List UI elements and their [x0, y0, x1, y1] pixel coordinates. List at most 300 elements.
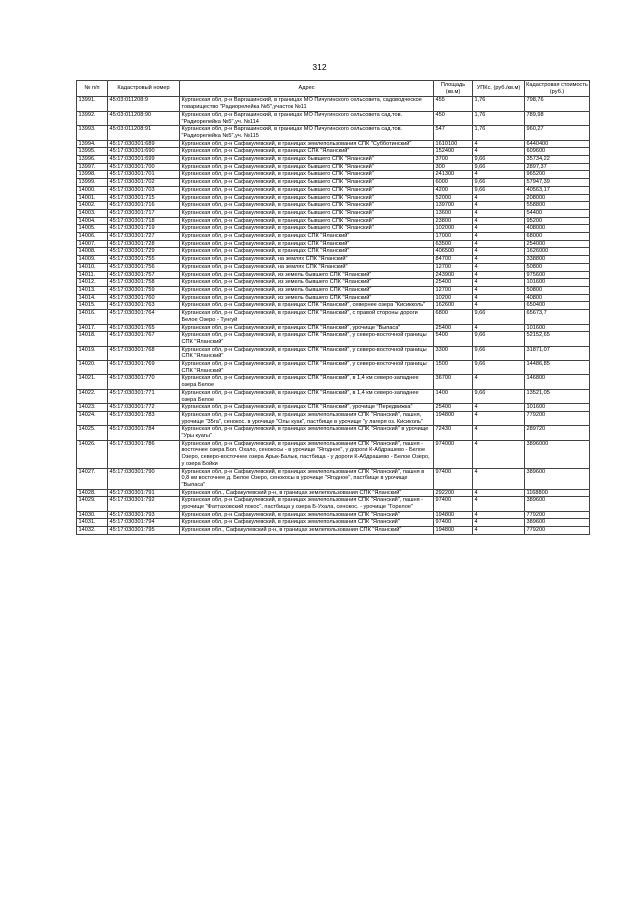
address-cell: Курганская обл, р-н Сафакулевский, в границах бывшего СПК "Яланский"	[180, 225, 434, 233]
address-cell: Курганская обл, р-н Сафакулевский, в границах бывшего СПК "Яланский"	[180, 156, 434, 164]
cadastral-number-cell: 45:17:030301:689	[108, 140, 180, 148]
upks-cell: 4	[473, 497, 525, 511]
row-number-cell: 14017.	[77, 324, 108, 332]
row-number-cell: 14029.	[77, 497, 108, 511]
address-cell: Курганская обл, р-н Сафакулевский, из земель бывшего СПК "Яланский"	[180, 271, 434, 279]
cadastral-value-cell: 65673,7	[525, 310, 590, 324]
header-upks: УПКс. (руб./кв.м)	[473, 81, 525, 97]
cadastral-value-cell: 2897,37	[525, 163, 590, 171]
address-cell: Курганская обл, р-н Сафакулевский, в границах землепользования СПК "Яланский"	[180, 511, 434, 519]
cadastral-value-cell: 1626000	[525, 248, 590, 256]
area-cell: 52000	[434, 194, 473, 202]
cadastral-value-cell: 650400	[525, 302, 590, 310]
row-number-cell: 14004.	[77, 217, 108, 225]
area-cell: 152400	[434, 148, 473, 156]
area-cell: 1500	[434, 361, 473, 375]
upks-cell: 4	[473, 271, 525, 279]
cadastral-table	[76, 80, 590, 535]
upks-cell: 9,66	[473, 186, 525, 194]
row-number-cell: 14008.	[77, 248, 108, 256]
upks-cell: 4	[473, 202, 525, 210]
cadastral-number-cell: 45:17:030301:771	[108, 389, 180, 403]
area-cell: 139700	[434, 202, 473, 210]
cadastral-value-cell: 798,76	[525, 97, 590, 111]
address-cell: Курганская обл, р-н Сафакулевский, в границах СПК "Яланский"	[180, 148, 434, 156]
upks-cell: 9,66	[473, 179, 525, 187]
cadastral-number-cell: 45:17:030301:764	[108, 310, 180, 324]
table-row	[77, 148, 590, 156]
address-cell: Курганская обл, р-н Сафакулевский, в границах бывшего СПК "Яланский"	[180, 209, 434, 217]
cadastral-value-cell: 389600	[525, 468, 590, 489]
area-cell: 12700	[434, 263, 473, 271]
upks-cell: 4	[473, 233, 525, 241]
cadastral-number-cell: 45:17:030301:690	[108, 148, 180, 156]
table-row	[77, 468, 590, 489]
table-row	[77, 389, 590, 403]
header-address: Адрес	[180, 81, 434, 97]
table-row	[77, 497, 590, 511]
upks-cell: 9,66	[473, 163, 525, 171]
cadastral-number-cell: 45:17:030301:760	[108, 294, 180, 302]
cadastral-value-cell: 779200	[525, 511, 590, 519]
upks-cell: 4	[473, 375, 525, 389]
table-row	[77, 511, 590, 519]
row-number-cell: 14021.	[77, 375, 108, 389]
cadastral-value-cell: 35734,22	[525, 156, 590, 164]
header-area: Площадь (кв.м)	[434, 81, 473, 97]
address-cell: Курганская обл, р-н Сафакулевский, в границах бывшего СПК "Яланский"	[180, 179, 434, 187]
cadastral-value-cell: 54400	[525, 209, 590, 217]
area-cell: 241300	[434, 171, 473, 179]
area-cell: 25400	[434, 404, 473, 412]
cadastral-number-cell: 45:17:030301:770	[108, 375, 180, 389]
table-row	[77, 332, 590, 346]
address-cell: Курганская обл, р-н Сафакулевский, в границах землепользования СПК "Яланский", пашня - восточнее озера Бол. Охало, сенокосы - в урочище "Ягодное", у дороги К-Абдрашево - Белое Озеро, северо-восточнее озера Арык-Балык, пастбища - у дороги К-Абдрашево - Белое Озеро, у озера Бойки	[180, 440, 434, 468]
table-row	[77, 248, 590, 256]
upks-cell: 4	[473, 171, 525, 179]
area-cell: 84700	[434, 256, 473, 264]
cadastral-number-cell: 45:17:030301:769	[108, 361, 180, 375]
upks-cell: 4	[473, 489, 525, 497]
row-number-cell: 14026.	[77, 440, 108, 468]
area-cell: 547	[434, 126, 473, 140]
upks-cell: 9,66	[473, 156, 525, 164]
cadastral-number-cell: 45:17:030301:768	[108, 346, 180, 360]
cadastral-value-cell: 13521,05	[525, 389, 590, 403]
address-cell: Курганская обл, р-н Сафакулевский, в границах бывшего СПК "Яланский"	[180, 194, 434, 202]
upks-cell: 4	[473, 440, 525, 468]
cadastral-value-cell: 40563,17	[525, 186, 590, 194]
address-cell: Курганская обл, р-н Варгашинский, в границах МО Пичугинского сельсовета, садоводческое товарищество "Радиорелейка №5",участок №11	[180, 97, 434, 111]
table-header-row	[77, 81, 590, 97]
area-cell: 4200	[434, 186, 473, 194]
cadastral-value-cell: 146800	[525, 375, 590, 389]
row-number-cell: 14000.	[77, 186, 108, 194]
upks-cell: 4	[473, 426, 525, 440]
cadastral-value-cell: 779200	[525, 527, 590, 535]
table-row	[77, 411, 590, 425]
address-cell: Курганская обл, р-н Сафакулевский, в границах землепользования СПК "Яланский", пашня в 0,8 км восточнее д. Белое Озеро, сенокосы в урочище "Ягодное", пастбище в урочище "Выпаса"	[180, 468, 434, 489]
area-cell: 455	[434, 97, 473, 111]
row-number-cell: 14020.	[77, 361, 108, 375]
table-row	[77, 361, 590, 375]
upks-cell: 4	[473, 140, 525, 148]
area-cell: 300	[434, 163, 473, 171]
upks-cell: 4	[473, 279, 525, 287]
table-row	[77, 346, 590, 360]
area-cell: 3700	[434, 156, 473, 164]
cadastral-number-cell: 45:03:011208:9	[108, 97, 180, 111]
cadastral-value-cell: 408000	[525, 225, 590, 233]
table-row	[77, 171, 590, 179]
cadastral-value-cell: 609600	[525, 148, 590, 156]
table-row	[77, 294, 590, 302]
area-cell: 36700	[434, 375, 473, 389]
page-number: 312	[312, 62, 327, 72]
area-cell: 406500	[434, 248, 473, 256]
upks-cell: 4	[473, 294, 525, 302]
row-number-cell: 14018.	[77, 332, 108, 346]
row-number-cell: 13993.	[77, 126, 108, 140]
address-cell: Курганская обл, р-н Сафакулевский, в границах бывшего СПК "Яланский"	[180, 171, 434, 179]
row-number-cell: 14007.	[77, 240, 108, 248]
cadastral-number-cell: 45:17:030301:701	[108, 171, 180, 179]
cadastral-value-cell: 101600	[525, 279, 590, 287]
table-row	[77, 240, 590, 248]
table-row	[77, 140, 590, 148]
cadastral-number-cell: 45:17:030301:758	[108, 279, 180, 287]
table-row	[77, 111, 590, 125]
upks-cell: 4	[473, 411, 525, 425]
upks-cell: 4	[473, 263, 525, 271]
table-row	[77, 527, 590, 535]
address-cell: Курганская обл, р-н Сафакулевский, в границах СПК "Яланский"	[180, 233, 434, 241]
area-cell: 1400	[434, 389, 473, 403]
cadastral-number-cell: 45:17:030301:759	[108, 286, 180, 294]
cadastral-number-cell: 45:17:030301:763	[108, 302, 180, 310]
cadastral-number-cell: 45:17:030301:702	[108, 179, 180, 187]
area-cell: 63500	[434, 240, 473, 248]
table-row	[77, 404, 590, 412]
area-cell: 72430	[434, 426, 473, 440]
table-row	[77, 375, 590, 389]
upks-cell: 4	[473, 404, 525, 412]
area-cell: 6800	[434, 310, 473, 324]
cadastral-number-cell: 45:17:030301:700	[108, 163, 180, 171]
address-cell: Курганская обл, р-н Сафакулевский, на землях СПК "Яланский"	[180, 256, 434, 264]
table-row	[77, 324, 590, 332]
area-cell: 292200	[434, 489, 473, 497]
upks-cell: 4	[473, 511, 525, 519]
cadastral-value-cell: 389600	[525, 519, 590, 527]
table-row	[77, 156, 590, 164]
address-cell: Курганская обл, р-н Сафакулевский, в границах бывшего СПК "Яланский"	[180, 186, 434, 194]
table-row	[77, 163, 590, 171]
area-cell: 3300	[434, 346, 473, 360]
cadastral-value-cell: 558800	[525, 202, 590, 210]
address-cell: Курганская обл, р-н Сафакулевский, в границах бывшего СПК "Яланский"	[180, 202, 434, 210]
upks-cell: 9,66	[473, 389, 525, 403]
upks-cell: 1,76	[473, 111, 525, 125]
table-row	[77, 489, 590, 497]
upks-cell: 4	[473, 468, 525, 489]
table-row	[77, 519, 590, 527]
address-cell: Курганская обл, р-н Сафакулевский, в границах землепользования СПК "Яланский" в урочище "Уры куагы"	[180, 426, 434, 440]
row-number-cell: 14011.	[77, 271, 108, 279]
cadastral-value-cell: 50800	[525, 263, 590, 271]
area-cell: 12700	[434, 286, 473, 294]
upks-cell: 4	[473, 256, 525, 264]
address-cell: Курганская обл, р-н Сафакулевский, из земель бывшего СПК "Яланский"	[180, 294, 434, 302]
upks-cell: 4	[473, 194, 525, 202]
upks-cell: 4	[473, 248, 525, 256]
cadastral-value-cell: 289720	[525, 426, 590, 440]
cadastral-number-cell: 45:17:030301:784	[108, 426, 180, 440]
table-row	[77, 440, 590, 468]
address-cell: Курганская обл, р-н Сафакулевский, в границах СПК "Яланский", в 1,4 км северо-западнее озера Белое	[180, 375, 434, 389]
row-number-cell: 14025.	[77, 426, 108, 440]
row-number-cell: 14030.	[77, 511, 108, 519]
table-row	[77, 126, 590, 140]
table-row	[77, 202, 590, 210]
row-number-cell: 13992.	[77, 111, 108, 125]
table-row	[77, 194, 590, 202]
cadastral-number-cell: 45:17:030301:718	[108, 217, 180, 225]
cadastral-number-cell: 45:17:030301:703	[108, 186, 180, 194]
address-cell: Курганская обл, р-н Сафакулевский, в границах СПК "Яланский", у северо-восточной границы СПК "Яланский"	[180, 361, 434, 375]
cadastral-value-cell: 31871,07	[525, 346, 590, 360]
cadastral-number-cell: 45:17:030301:757	[108, 271, 180, 279]
row-number-cell: 14015.	[77, 302, 108, 310]
row-number-cell: 14001.	[77, 194, 108, 202]
upks-cell: 4	[473, 240, 525, 248]
row-number-cell: 13996.	[77, 156, 108, 164]
cadastral-value-cell: 52152,65	[525, 332, 590, 346]
address-cell: Курганская обл, р-н Сафакулевский, в границах СПК "Яланский", с правой стороны дороги Белое Озеро - Тунгуй	[180, 310, 434, 324]
address-cell: Курганская обл, р-н Сафакулевский, в границах землепользования СПК "Яланский", пашня - урочище "Фаттаховский покос", пастбища у озера Б-Ухала, сенокос. - урочище "Горелое"	[180, 497, 434, 511]
table-row	[77, 279, 590, 287]
upks-cell: 4	[473, 527, 525, 535]
upks-cell: 9,66	[473, 361, 525, 375]
row-number-cell: 14023.	[77, 404, 108, 412]
address-cell: Курганская обл, р-н Сафакулевский, в границах СПК "Яланский", у северо-восточной границы СПК "Яланский"	[180, 346, 434, 360]
area-cell: 10200	[434, 294, 473, 302]
row-number-cell: 13997.	[77, 163, 108, 171]
cadastral-number-cell: 45:17:030301:727	[108, 233, 180, 241]
area-cell: 102000	[434, 225, 473, 233]
cadastral-number-cell: 45:17:030301:729	[108, 248, 180, 256]
upks-cell: 4	[473, 217, 525, 225]
cadastral-number-cell: 45:17:030301:795	[108, 527, 180, 535]
address-cell: Курганская обл, р-н Сафакулевский, в границах СПК "Яланский"	[180, 240, 434, 248]
row-number-cell: 14006.	[77, 233, 108, 241]
area-cell: 1610100	[434, 140, 473, 148]
cadastral-value-cell: 965200	[525, 171, 590, 179]
row-number-cell: 14028.	[77, 489, 108, 497]
upks-cell: 4	[473, 519, 525, 527]
upks-cell: 4	[473, 209, 525, 217]
area-cell: 17000	[434, 233, 473, 241]
cadastral-value-cell: 14486,85	[525, 361, 590, 375]
table-row	[77, 209, 590, 217]
row-number-cell: 14012.	[77, 279, 108, 287]
row-number-cell: 14016.	[77, 310, 108, 324]
table-row	[77, 263, 590, 271]
area-cell: 974000	[434, 440, 473, 468]
area-cell: 6000	[434, 179, 473, 187]
cadastral-value-cell: 68000	[525, 233, 590, 241]
upks-cell: 4	[473, 324, 525, 332]
address-cell: Курганская обл, р-н Варгашинский, в границах МО Пичугинского сельсовета сад.тов. "Радиорелейка №5",уч. №115	[180, 126, 434, 140]
row-number-cell: 14005.	[77, 225, 108, 233]
area-cell: 23800	[434, 217, 473, 225]
area-cell: 25400	[434, 279, 473, 287]
cadastral-number-cell: 45:17:030301:728	[108, 240, 180, 248]
upks-cell: 4	[473, 225, 525, 233]
table-row	[77, 310, 590, 324]
cadastral-value-cell: 101600	[525, 324, 590, 332]
address-cell: Курганская обл., Сафакулевский р-н, в границах землепользования СПК "Яланский"	[180, 489, 434, 497]
cadastral-value-cell: 1168800	[525, 489, 590, 497]
area-cell: 97400	[434, 497, 473, 511]
area-cell: 5400	[434, 332, 473, 346]
header-cadastral-value: Кадастровая стоимость (руб.)	[525, 81, 590, 97]
area-cell: 13600	[434, 209, 473, 217]
row-number-cell: 13995.	[77, 148, 108, 156]
address-cell: Курганская обл, р-н Сафакулевский, из земель бывшего СПК "Яланский"	[180, 279, 434, 287]
header-cadastral-number: Кадастровый номер	[108, 81, 180, 97]
address-cell: Курганская обл, р-н Сафакулевский, в границах СПК "Яланский", севернее озера "Кисикколь"	[180, 302, 434, 310]
row-number-cell: 14032.	[77, 527, 108, 535]
cadastral-number-cell: 45:17:030301:756	[108, 263, 180, 271]
cadastral-number-cell: 45:17:030301:783	[108, 411, 180, 425]
address-cell: Курганская обл, р-н Сафакулевский, в границах землепользования СПК "Субботинский"	[180, 140, 434, 148]
cadastral-value-cell: 50800	[525, 286, 590, 294]
address-cell: Курганская обл, р-н Сафакулевский, в границах СПК "Яланский", у северо-восточной границы СПК "Яланский"	[180, 332, 434, 346]
cadastral-value-cell: 779200	[525, 411, 590, 425]
cadastral-number-cell: 45:17:030301:772	[108, 404, 180, 412]
cadastral-value-cell: 960,27	[525, 126, 590, 140]
row-number-cell: 13998.	[77, 171, 108, 179]
row-number-cell: 14009.	[77, 256, 108, 264]
cadastral-number-cell: 45:03:011208:91	[108, 126, 180, 140]
row-number-cell: 14002.	[77, 202, 108, 210]
table-row	[77, 217, 590, 225]
upks-cell: 9,66	[473, 332, 525, 346]
row-number-cell: 14013.	[77, 286, 108, 294]
address-cell: Курганская обл, р-н Сафакулевский, в границах бывшего СПК "Яланский"	[180, 217, 434, 225]
area-cell: 243900	[434, 271, 473, 279]
address-cell: Курганская обл, р-н Варгашинский, в границах МО Пичугинского сельсовета сад.тов. "Радиорелейка №5",уч. №114	[180, 111, 434, 125]
upks-cell: 1,76	[473, 126, 525, 140]
cadastral-number-cell: 45:17:030301:755	[108, 256, 180, 264]
cadastral-value-cell: 338800	[525, 256, 590, 264]
cadastral-value-cell: 95200	[525, 217, 590, 225]
cadastral-number-cell: 45:17:030301:715	[108, 194, 180, 202]
cadastral-value-cell: 254000	[525, 240, 590, 248]
table-row	[77, 97, 590, 111]
cadastral-value-cell: 3896000	[525, 440, 590, 468]
area-cell: 97400	[434, 468, 473, 489]
area-cell: 25400	[434, 324, 473, 332]
address-cell: Курганская обл, р-н Сафакулевский, в границах землепользования СПК "Яланский"	[180, 519, 434, 527]
cadastral-value-cell: 789,98	[525, 111, 590, 125]
row-number-cell: 14014.	[77, 294, 108, 302]
table-row	[77, 179, 590, 187]
upks-cell: 4	[473, 302, 525, 310]
row-number-cell: 14027.	[77, 468, 108, 489]
row-number-cell: 14019.	[77, 346, 108, 360]
cadastral-value-cell: 40800	[525, 294, 590, 302]
cadastral-number-cell: 45:17:030301:792	[108, 497, 180, 511]
cadastral-number-cell: 45:17:030301:790	[108, 468, 180, 489]
row-number-cell: 14024.	[77, 411, 108, 425]
address-cell: Курганская обл., Сафакулевский р-н, в границах землепользования СПК "Яланский"	[180, 527, 434, 535]
address-cell: Курганская обл, р-н Сафакулевский, в границах СПК "Яланский", в 1,4 км северо-западнее озера Белое	[180, 389, 434, 403]
cadastral-value-cell: 101600	[525, 404, 590, 412]
cadastral-number-cell: 45:17:030301:716	[108, 202, 180, 210]
cadastral-number-cell: 45:17:030301:717	[108, 209, 180, 217]
row-number-cell: 14010.	[77, 263, 108, 271]
row-number-cell: 13999.	[77, 179, 108, 187]
cadastral-number-cell: 45:03:011208:90	[108, 111, 180, 125]
area-cell: 450	[434, 111, 473, 125]
cadastral-number-cell: 45:17:030301:791	[108, 489, 180, 497]
table-row	[77, 256, 590, 264]
cadastral-value-cell: 975600	[525, 271, 590, 279]
area-cell: 97400	[434, 519, 473, 527]
address-cell: Курганская обл, р-н Сафакулевский, в границах землепользования СПК "Яланский", пашня, урочище "35га", сенокос. в урочище "Олы куак", пастбище в урочище "у лагеря оз. Кисиколь"	[180, 411, 434, 425]
row-number-cell: 13991.	[77, 97, 108, 111]
cadastral-number-cell: 45:17:030301:794	[108, 519, 180, 527]
area-cell: 194800	[434, 411, 473, 425]
address-cell: Курганская обл, р-н Сафакулевский, из земель бывшего СПК "Яланский"	[180, 286, 434, 294]
table-row	[77, 186, 590, 194]
table-row	[77, 426, 590, 440]
upks-cell: 1,76	[473, 97, 525, 111]
header-number: № п/п	[77, 81, 108, 97]
cadastral-value-cell: 57947,39	[525, 179, 590, 187]
row-number-cell: 14003.	[77, 209, 108, 217]
address-cell: Курганская обл, р-н Сафакулевский, в границах СПК "Яланский"	[180, 248, 434, 256]
row-number-cell: 14022.	[77, 389, 108, 403]
upks-cell: 9,66	[473, 310, 525, 324]
cadastral-value-cell: 6440400	[525, 140, 590, 148]
row-number-cell: 13994.	[77, 140, 108, 148]
address-cell: Курганская обл, р-н Сафакулевский, в границах бывшего СПК "Яланский"	[180, 163, 434, 171]
table-row	[77, 233, 590, 241]
row-number-cell: 14031.	[77, 519, 108, 527]
address-cell: Курганская обл, р-н Сафакулевский, на землях СПК "Яланский"	[180, 263, 434, 271]
table-row	[77, 286, 590, 294]
cadastral-number-cell: 45:17:030301:699	[108, 156, 180, 164]
upks-cell: 4	[473, 286, 525, 294]
cadastral-value-cell: 389600	[525, 497, 590, 511]
upks-cell: 9,66	[473, 346, 525, 360]
area-cell: 162600	[434, 302, 473, 310]
cadastral-number-cell: 45:17:030301:786	[108, 440, 180, 468]
address-cell: Курганская обл, р-н Сафакулевский, в границах СПК "Яланский", урочище "Передвижка"	[180, 404, 434, 412]
cadastral-number-cell: 45:17:030301:765	[108, 324, 180, 332]
cadastral-number-cell: 45:17:030301:793	[108, 511, 180, 519]
cadastral-value-cell: 208000	[525, 194, 590, 202]
cadastral-number-cell: 45:17:030301:767	[108, 332, 180, 346]
upks-cell: 4	[473, 148, 525, 156]
table-row	[77, 271, 590, 279]
table-row	[77, 225, 590, 233]
area-cell: 194800	[434, 511, 473, 519]
table-row	[77, 302, 590, 310]
